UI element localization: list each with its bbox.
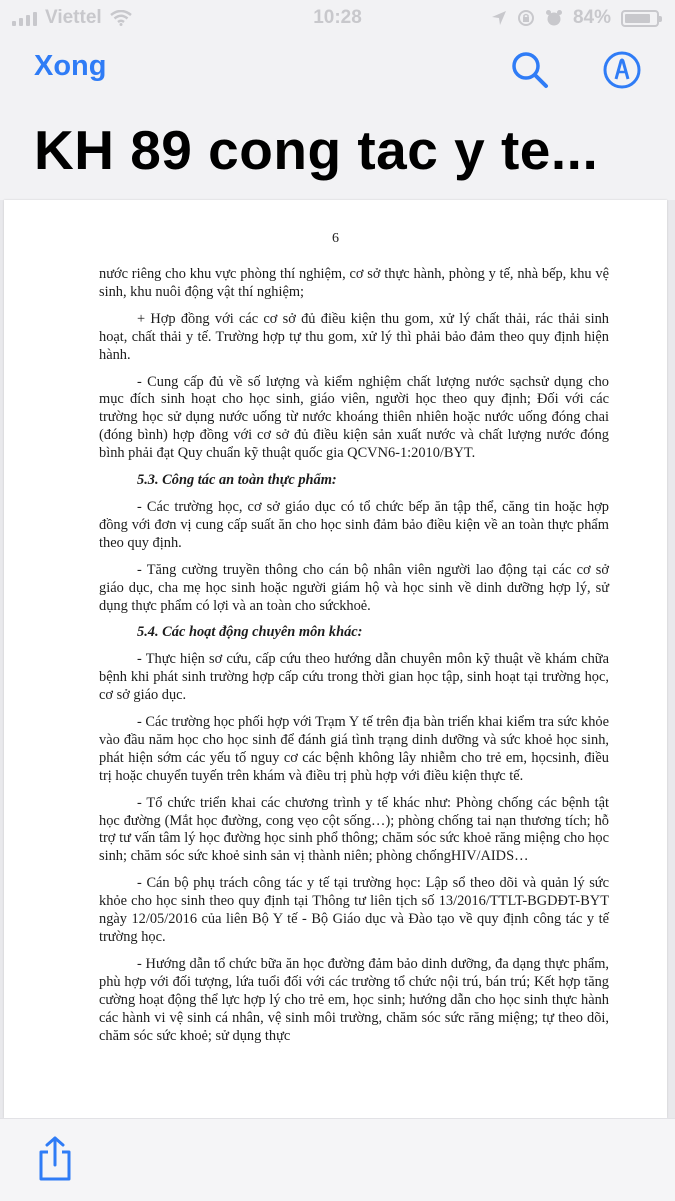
- lock-rotation-icon: [517, 9, 535, 27]
- paragraph: nước riêng cho khu vực phòng thí nghiệm, cơ sở thực hành, phòng y tế, nhà bếp, khu vệ sinh, khu nuôi động vật thí nghiệm;: [99, 266, 609, 300]
- nav-bar: [0, 36, 675, 106]
- page-body: [99, 266, 609, 1054]
- section-heading: 5.3. Công tác an toàn thực phẩm:: [137, 472, 337, 489]
- paragraph: - Các trường học, cơ sở giáo dục có tổ chức bếp ăn tập thể, căng tin hoặc hợp đồng với đơn vị cung cấp suất ăn cho học sinh đảm bảo điều kiện về an toàn thực phẩm theo quy định.: [99, 498, 609, 551]
- document-title: KH 89 cong tac y te...: [34, 119, 599, 181]
- done-button[interactable]: Xong: [34, 50, 107, 82]
- battery-icon: [621, 10, 659, 27]
- pdf-viewer[interactable]: [0, 200, 675, 1118]
- paragraph: + Hợp đồng với các cơ sở đủ điều kiện thu gom, xử lý chất thải, rác thải sinh hoạt, chất thải y tế. Trường hợp tự thu gom, xử lý thì phải bảo đảm theo quy định hiện hành.: [99, 310, 609, 363]
- paragraph: - Tổ chức triển khai các chương trình y tế khác như: Phòng chống các bệnh tật học đường (Mắt học đường, cong vẹo cột sống…); phòng chống tai nạn thương tích; hỗ trợ tư vấn tâm lý học đường học sinh phổ thông; chăm sóc sức khoẻ răng miệng cho học sinh; chăm sóc sức khoẻ sinh sản vị thành niên; phòng chốngHIV/AIDS…: [99, 794, 609, 865]
- markup-pen-icon: [600, 48, 644, 92]
- clock: 10:28: [313, 7, 362, 28]
- pdf-page: [4, 200, 667, 1118]
- carrier-label: Viettel: [45, 7, 102, 28]
- alarm-icon: [545, 9, 563, 27]
- bottom-toolbar: [0, 1118, 675, 1201]
- share-icon: [34, 1135, 76, 1183]
- paragraph: - Thực hiện sơ cứu, cấp cứu theo hướng dẫn chuyên môn kỹ thuật về khám chữa bệnh khi phát sinh trường hợp cấp cứu trong thời gian học tập, sinh hoạt tại trường học, cơ sở giáo dục.: [99, 651, 609, 704]
- status-right: [491, 7, 659, 29]
- page-number: 6: [332, 231, 339, 246]
- section-heading: 5.4. Các hoạt động chuyên môn khác:: [137, 624, 363, 641]
- search-icon: [508, 48, 552, 92]
- paragraph: - Hướng dẫn tổ chức bữa ăn học đường đảm bảo dinh dưỡng, đa dạng thực phẩm, phù hợp với đối tượng, lứa tuổi đối với các trường tổ chức nội trú, bán trú; Kết hợp tăng cường hoạt động thể lực hợp lý cho trẻ em, học sinh; hướng dẫn cho học sinh thực hành các hành vi vệ sinh cá nhân, vệ sinh môi trường, chăm sóc sức răng miệng; tự theo dõi, chăm sóc sức khoẻ; sử dụng thực: [99, 955, 609, 1044]
- battery-percent: 84%: [572, 7, 611, 28]
- paragraph: - Các trường học phối hợp với Trạm Y tế trên địa bàn triển khai kiểm tra sức khỏe vào đầu năm học cho học sinh để đánh giá tình trạng dinh dưỡng và sức khoẻ học sinh, phát hiện sớm các yếu tố nguy cơ các bệnh không lây nhiễm cho trẻ em, họcsinh, điều trị hoặc chuyển tuyến trên khám và điều trị phù hợp với điều kiện thực tế.: [99, 714, 609, 784]
- status-bar: [0, 0, 675, 36]
- battery-level: [625, 14, 650, 23]
- share-button[interactable]: [34, 1135, 76, 1183]
- search-button[interactable]: [508, 48, 552, 92]
- markup-button[interactable]: [600, 48, 644, 92]
- paragraph: - Tăng cường truyền thông cho cán bộ nhân viên người lao động tại các cơ sở giáo dục, cha mẹ học sinh hoặc người giám hộ và học sinh về dinh dưỡng hợp lý, sử dụng thực phẩm có lợi và an toàn cho sứckhoẻ.: [99, 561, 609, 614]
- paragraph: - Cán bộ phụ trách công tác y tế tại trường học: Lập sổ theo dõi và quản lý sức khỏe cho học sinh theo quy định tại Thông tư liên tịch số 13/2016/TTLT-BGDĐT-BYT ngày 12/05/2016 của liên Bộ Y tế - Bộ Giáo dục và Đào tạo về quy định công tác y tế trường học.: [99, 875, 609, 945]
- location-arrow-icon: [491, 10, 507, 26]
- paragraph: - Cung cấp đủ về số lượng và kiểm nghiệm chất lượng nước sạchsử dụng cho mục đích sinh hoạt cho học sinh, giáo viên, người học theo quy định; Đối với các trường học sử dụng nước uống từ nước khoáng thiên nhiên hoặc nước uống đóng chai (đóng bình) hợp đồng với cơ sở đủ điều kiện sản xuất nước và chất lượng nước đóng bình phải đạt Quy chuẩn kỹ thuật quốc gia QCVN6-1:2010/BYT.: [99, 373, 609, 462]
